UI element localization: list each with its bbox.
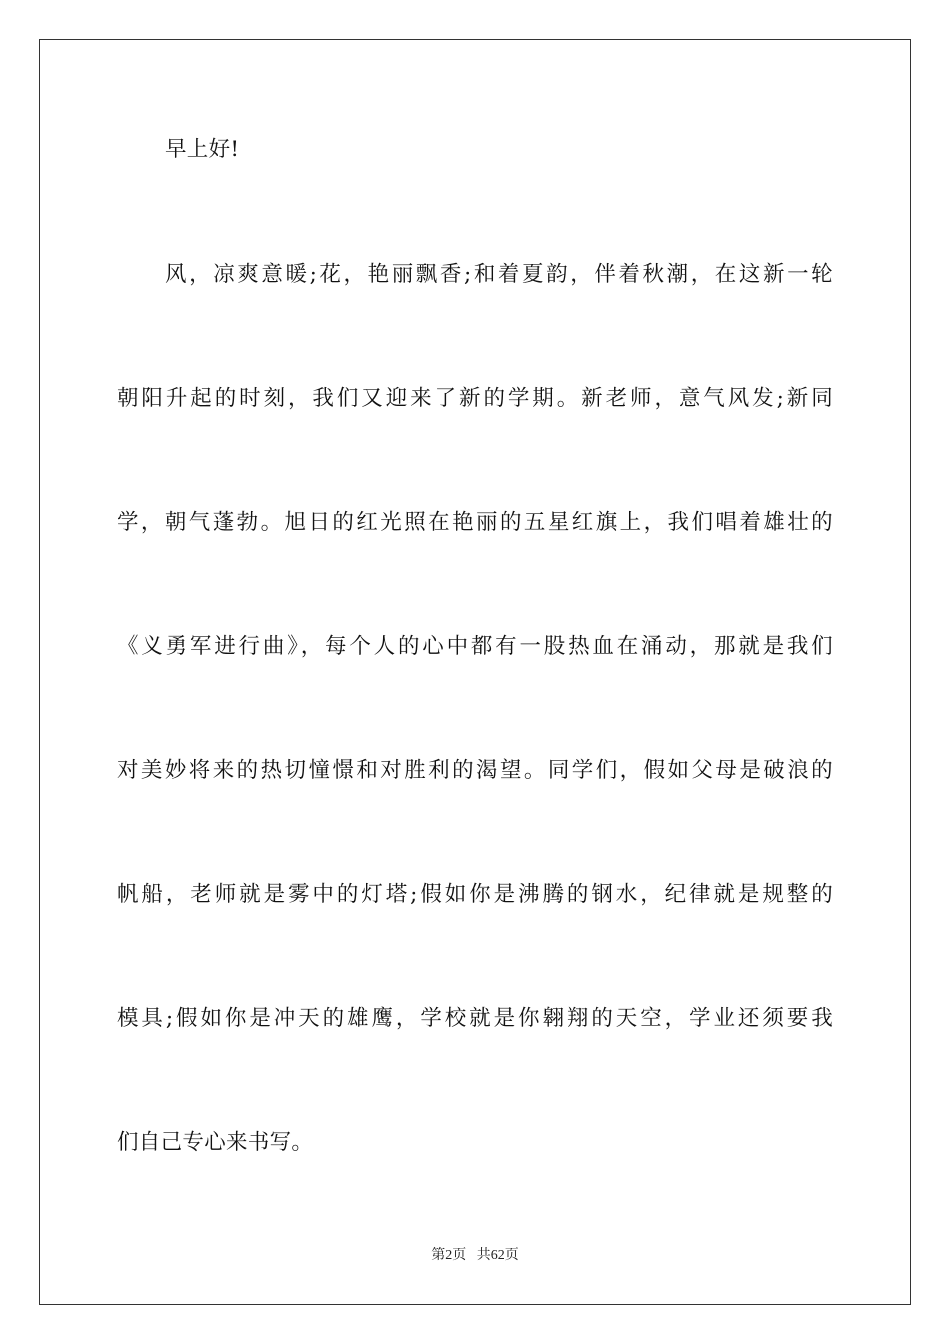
body-line-4: 《义勇军进行曲》，每个人的心中都有一股热血在涌动，那就是我们 [117, 634, 833, 659]
page-border [39, 39, 911, 1305]
body-line-6: 帆船，老师就是雾中的灯塔;假如你是沸腾的钢水，纪律就是规整的 [117, 882, 833, 907]
page-footer [0, 1247, 950, 1265]
body-line-5: 对美妙将来的热切憧憬和对胜利的渴望。同学们，假如父母是破浪的 [117, 758, 833, 783]
body-line-1: 风，凉爽意暖;花，艳丽飘香;和着夏韵，伴着秋潮，在这新一轮 [165, 262, 833, 287]
body-line-2: 朝阳升起的时刻，我们又迎来了新的学期。新老师，意气风发;新同 [117, 386, 833, 411]
body-line-7: 模具;假如你是冲天的雄鹰，学校就是你翱翔的天空，学业还须要我 [117, 1006, 833, 1031]
body-line-8: 们自己专心来书写。 [117, 1130, 314, 1155]
body-line-3: 学，朝气蓬勃。旭日的红光照在艳丽的五星红旗上，我们唱着雄壮的 [117, 510, 833, 535]
greeting-line: 早上好! [165, 137, 240, 162]
page-total: 共62页 [476, 1248, 519, 1263]
page-number: 第2页 [431, 1248, 467, 1263]
